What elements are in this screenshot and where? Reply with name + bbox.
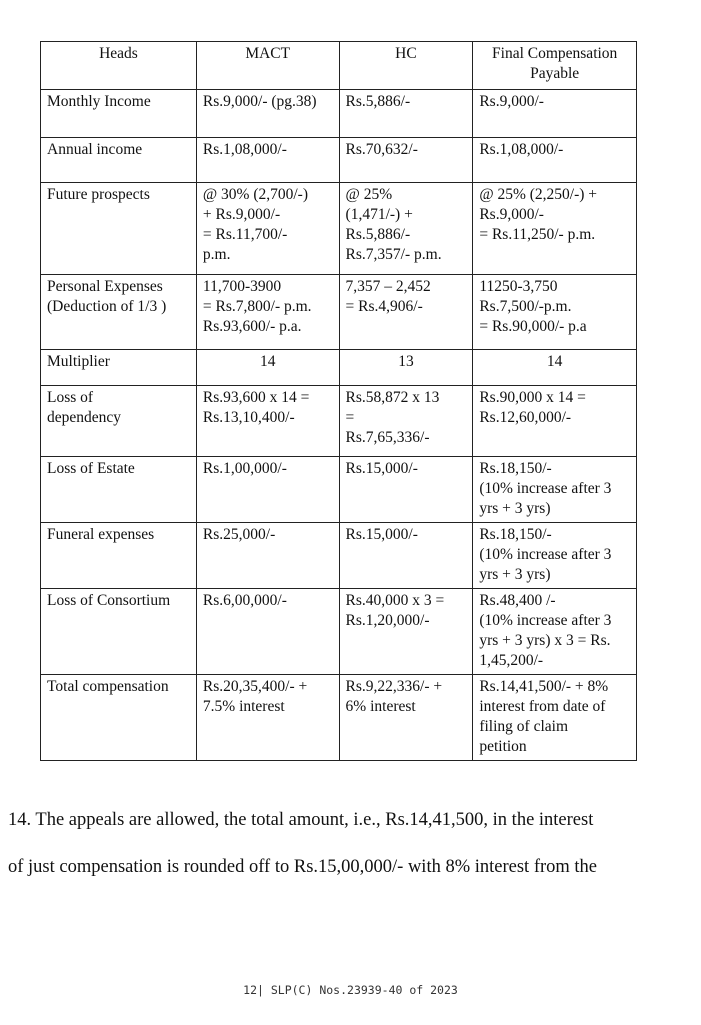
table-row (41, 386, 637, 457)
cell-line: filing of claim (479, 718, 568, 735)
cell-line: Rs.9,000/- (479, 206, 544, 223)
cell-line: (10% increase after 3 (479, 546, 612, 563)
cell-line: 13 (398, 353, 414, 370)
cell-hc (339, 350, 473, 386)
cell-line: 6% interest (345, 698, 416, 715)
cell-line: Rs.14,41,500/- + 8% (479, 678, 609, 695)
cell-line: 14 (546, 353, 563, 370)
cell-line: = Rs.11,250/- p.m. (479, 226, 596, 243)
table-row (41, 675, 637, 761)
cell-hc (339, 90, 473, 138)
header-heads: Heads (41, 42, 197, 90)
cell-line: = Rs.7,800/- p.m. (202, 298, 312, 315)
cell-line: interest from date of (479, 698, 606, 715)
table-row (41, 350, 637, 386)
cell-line: p.m. (202, 246, 231, 263)
cell-line: Rs.93,600/- p.a. (202, 318, 302, 335)
cell-line: Rs.12,60,000/- (479, 409, 572, 426)
cell-line: dependency (47, 409, 122, 426)
cell-mact (196, 457, 339, 523)
cell-line: Rs.9,22,336/- + (345, 678, 443, 695)
cell-line: Funeral expenses (47, 526, 155, 543)
cell-line: Rs.48,400 /- (479, 592, 556, 609)
cell-line: Rs.1,00,000/- (202, 460, 287, 477)
cell-line: 1,45,200/- (479, 652, 544, 669)
compensation-table (40, 41, 637, 761)
table-row (41, 138, 637, 183)
cell-head (41, 523, 197, 589)
cell-line: Loss of Consortium (47, 592, 171, 609)
cell-line: Rs.5,886/- (345, 93, 411, 110)
header-mact: MACT (196, 42, 339, 90)
paragraph-line-1: 14. The appeals are allowed, the total amount, i.e., Rs.14,41,500, in the interest (8, 810, 594, 830)
cell-hc (339, 457, 473, 523)
cell-line: Rs.93,600 x 14 = (202, 389, 310, 406)
cell-line: Annual income (47, 141, 143, 158)
cell-mact (196, 138, 339, 183)
cell-hc (339, 183, 473, 275)
cell-line: Rs.7,65,336/- (345, 429, 430, 446)
cell-line: Rs.1,20,000/- (345, 612, 430, 629)
cell-line: Rs.9,000/- (pg.38) (202, 93, 317, 110)
cell-hc (339, 386, 473, 457)
cell-line: yrs + 3 yrs) x 3 = Rs. (479, 632, 611, 649)
cell-head (41, 183, 197, 275)
cell-final (473, 138, 637, 183)
cell-head (41, 90, 197, 138)
table-row (41, 523, 637, 589)
cell-line: Loss of (47, 389, 94, 406)
cell-line: Rs.90,000 x 14 = (479, 389, 586, 406)
cell-line: Rs.13,10,400/- (202, 409, 295, 426)
cell-line: Rs.7,357/- p.m. (345, 246, 442, 263)
cell-line: Rs.5,886/- (345, 226, 411, 243)
cell-final (473, 523, 637, 589)
cell-hc (339, 675, 473, 761)
cell-head (41, 350, 197, 386)
cell-line: @ 25% (2,250/-) + (479, 186, 598, 203)
cell-final (473, 675, 637, 761)
cell-line: Total compensation (47, 678, 169, 695)
cell-line: = Rs.11,700/- (202, 226, 288, 243)
cell-mact (196, 589, 339, 675)
cell-line: Rs.40,000 x 3 = (345, 592, 445, 609)
cell-line: Multiplier (47, 353, 110, 370)
cell-head (41, 138, 197, 183)
cell-mact (196, 90, 339, 138)
cell-line: (10% increase after 3 (479, 612, 612, 629)
cell-line: @ 30% (2,700/-) (202, 186, 309, 203)
cell-head (41, 457, 197, 523)
cell-line: 7.5% interest (202, 698, 285, 715)
cell-final (473, 350, 637, 386)
cell-line: Rs.70,632/- (345, 141, 418, 158)
cell-line: Personal Expenses (47, 278, 163, 295)
cell-mact (196, 275, 339, 350)
cell-line: + Rs.9,000/- (202, 206, 281, 223)
cell-hc (339, 138, 473, 183)
cell-line: = Rs.4,906/- (345, 298, 423, 315)
cell-final (473, 183, 637, 275)
cell-line: = Rs.90,000/- p.a (479, 318, 587, 335)
cell-line: 14 (259, 353, 276, 370)
header-hc: HC (339, 42, 473, 90)
cell-line: 11250-3,750 (479, 278, 558, 295)
cell-line: Rs.1,08,000/- (479, 141, 564, 158)
cell-line: Rs.25,000/- (202, 526, 276, 543)
cell-head (41, 675, 197, 761)
page-footer: 12| SLP(C) Nos.23939-40 of 2023 (243, 983, 458, 997)
cell-line: @ 25% (345, 186, 393, 203)
cell-line: 7,357 – 2,452 (345, 278, 431, 295)
cell-line: = (345, 409, 355, 426)
cell-line: Rs.7,500/-p.m. (479, 298, 572, 315)
cell-line: yrs + 3 yrs) (479, 566, 551, 583)
cell-hc (339, 523, 473, 589)
cell-final (473, 386, 637, 457)
cell-line: Rs.18,150/- (479, 526, 552, 543)
header-final-compensation: Final Compensation Payable (473, 42, 637, 90)
cell-line: Monthly Income (47, 93, 151, 110)
cell-mact (196, 523, 339, 589)
cell-line: petition (479, 738, 527, 755)
table-row (41, 183, 637, 275)
cell-line: Rs.20,35,400/- + (202, 678, 308, 695)
cell-mact (196, 183, 339, 275)
cell-line: Rs.1,08,000/- (202, 141, 287, 158)
cell-line: (Deduction of 1/3 ) (47, 298, 167, 315)
cell-line: (10% increase after 3 (479, 480, 612, 497)
cell-head (41, 589, 197, 675)
cell-mact (196, 350, 339, 386)
cell-line: Rs.58,872 x 13 (345, 389, 440, 406)
table-row (41, 589, 637, 675)
cell-final (473, 90, 637, 138)
cell-line: Rs.6,00,000/- (202, 592, 287, 609)
cell-line: Rs.15,000/- (345, 460, 418, 477)
cell-line: Rs.9,000/- (479, 93, 544, 110)
cell-line: 11,700-3900 (202, 278, 282, 295)
cell-line: Rs.15,000/- (345, 526, 418, 543)
table-header-row (41, 42, 637, 90)
table-row (41, 457, 637, 523)
cell-mact (196, 675, 339, 761)
cell-head (41, 275, 197, 350)
cell-final (473, 457, 637, 523)
cell-hc (339, 589, 473, 675)
cell-head (41, 386, 197, 457)
table-row (41, 275, 637, 350)
cell-line: yrs + 3 yrs) (479, 500, 551, 517)
cell-hc (339, 275, 473, 350)
cell-final (473, 275, 637, 350)
paragraph-line-2: of just compensation is rounded off to Rs.15,00,000/- with 8% interest from the (8, 857, 598, 877)
cell-line: Future prospects (47, 186, 150, 203)
cell-mact (196, 386, 339, 457)
cell-line: (1,471/-) + (345, 206, 413, 223)
cell-final (473, 589, 637, 675)
cell-line: Rs.18,150/- (479, 460, 552, 477)
table-row (41, 90, 637, 138)
cell-line: Loss of Estate (47, 460, 135, 477)
